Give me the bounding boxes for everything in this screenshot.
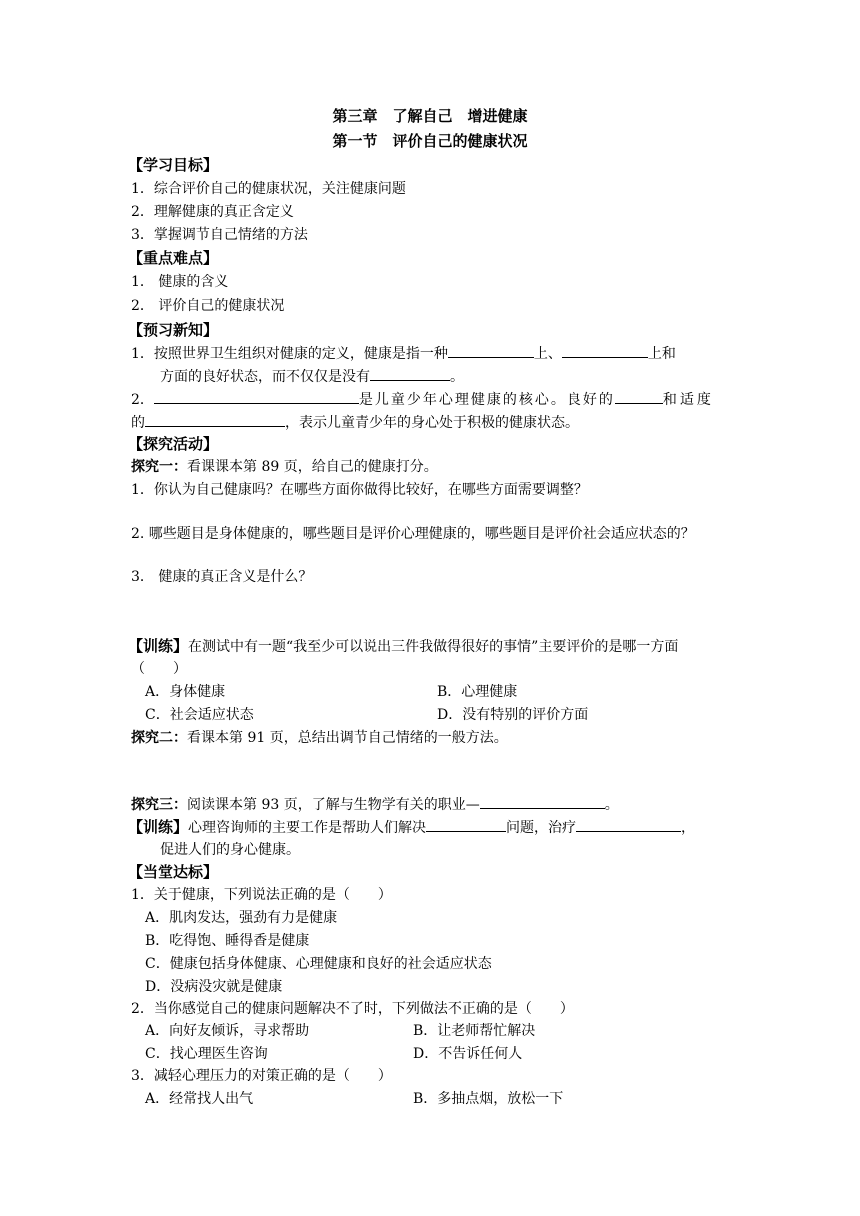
preview-question-2-cont: 的 ，表示儿童青少年的身心处于积极的健康状态。: [131, 412, 579, 433]
quiz-question-2: 2．当你感觉自己的健康问题解决不了时，下列做法不正确的是（ ）: [131, 1001, 574, 1017]
answer-blank[interactable]: [448, 343, 534, 358]
option: C．社会适应状态: [145, 707, 254, 723]
explore-3: 探究三：阅读课本第 93 页，了解与生物学有关的职业— 。: [131, 794, 619, 815]
heading-class-check: 【当堂达标】: [128, 863, 219, 881]
option: D．没病没灾就是健康: [145, 979, 283, 995]
answer-blank[interactable]: [480, 794, 605, 809]
answer-blank[interactable]: [145, 412, 285, 427]
explore-question: 2. 哪些题目是身体健康的，哪些题目是评价心理健康的，哪些题目是评价社会适应状态的？: [131, 526, 695, 542]
goal-item: 1．综合评价自己的健康状况，关注健康问题: [131, 181, 406, 197]
quiz-question-3: 3．减轻心理压力的对策正确的是（ ）: [131, 1068, 392, 1084]
option: C．找心理医生咨询: [145, 1046, 268, 1062]
heading-key-points: 【重点难点】: [128, 249, 219, 267]
training-1: 【训练】在测试中有一题“我至少可以说出三件我做得很好的事情”主要评价的是哪一方面: [128, 637, 679, 655]
goal-item: 2．理解健康的真正含定义: [131, 204, 294, 220]
answer-blank[interactable]: [154, 389, 359, 404]
explore-question: 3． 健康的真正含义是什么？: [131, 569, 313, 585]
answer-blank[interactable]: [562, 343, 648, 358]
answer-blank[interactable]: [426, 817, 506, 832]
section-title: 第一节 评价自己的健康状况: [332, 132, 528, 150]
chapter-title: 第三章 了解自己 增进健康: [332, 107, 528, 125]
explore-question: 1．你认为自己健康吗？在哪些方面你做得比较好，在哪些方面需要调整？: [131, 482, 588, 498]
answer-blank[interactable]: [576, 817, 681, 832]
option: B．心理健康: [437, 684, 518, 700]
training-2-cont: 促进人们的身心健康。: [160, 842, 300, 858]
explore-2: 探究二：看课本第 91 页，总结出调节自己情绪的一般方法。: [131, 730, 508, 746]
goal-item: 3．掌握调节自己情绪的方法: [131, 227, 308, 243]
heading-preview: 【预习新知】: [128, 321, 219, 339]
option: A．向好友倾诉，寻求帮助: [145, 1023, 310, 1039]
training-2: 【训练】心理咨询师的主要工作是帮助人们解决 问题，治疗 ，: [128, 818, 696, 836]
preview-question-1-cont: 方面的良好状态，而不仅仅是没有 。: [160, 366, 464, 387]
quiz-question-1: 1．关于健康，下列说法正确的是（ ）: [131, 887, 392, 903]
answer-blank[interactable]: [615, 389, 663, 404]
explore-1: 探究一：看课课本第 89 页，给自己的健康打分。: [131, 459, 438, 475]
option: D．没有特别的评价方面: [437, 707, 589, 723]
option: B．多抽点烟，放松一下: [413, 1091, 564, 1107]
key-item: 2． 评价自己的健康状况: [131, 298, 285, 314]
heading-explore: 【探究活动】: [128, 435, 219, 453]
training-1-paren: （ ）: [131, 661, 187, 677]
option: A．身体健康: [145, 684, 226, 700]
option: B．吃得饱、睡得香是健康: [145, 933, 310, 949]
option: D．不告诉任何人: [413, 1046, 523, 1062]
option: A．肌肉发达，强劲有力是健康: [145, 910, 338, 926]
key-item: 1． 健康的含义: [131, 274, 229, 290]
heading-goals: 【学习目标】: [128, 156, 219, 174]
answer-blank[interactable]: [370, 366, 450, 381]
preview-question-1: 1．按照世界卫生组织对健康的定义，健康是指一种 上、 上和: [131, 343, 676, 364]
option: C．健康包括身体健康、心理健康和良好的社会适应状态: [145, 956, 492, 972]
option: A．经常找人出气: [145, 1091, 254, 1107]
preview-question-2: 2． 是儿童少年心理健康的核心。良好的 和适度: [131, 389, 729, 410]
option: B．让老师帮忙解决: [413, 1023, 536, 1039]
